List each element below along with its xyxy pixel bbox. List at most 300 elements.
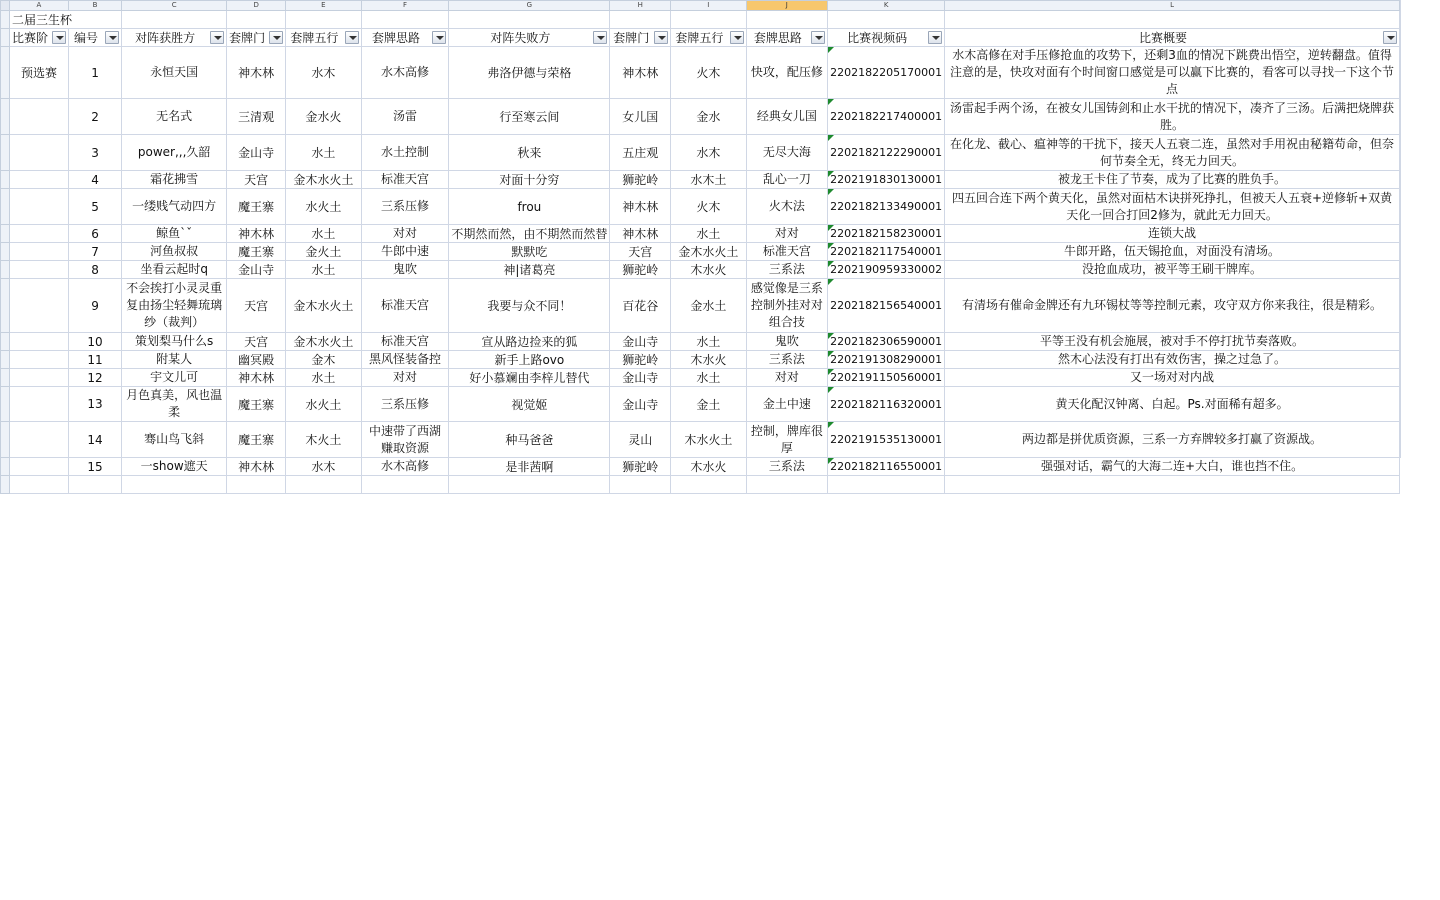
cell-loser-sect[interactable]: 金山寺 [610,333,671,351]
table-row [1,422,1400,458]
cell-loser[interactable]: 行至寒云间 [449,99,610,135]
cell-loser[interactable]: 新手上路ovo [449,351,610,369]
cell-stage[interactable] [9,351,68,369]
cell-summary[interactable]: 然木心法没有打出有效伤害，操之过急了。 [945,351,1400,369]
cell-summary[interactable]: 又一场对对内战 [945,369,1400,387]
filter-dropdown-icon[interactable] [345,31,359,44]
table-row [1,387,1400,422]
table-row [1,99,1400,135]
cell-winner-idea[interactable]: 中速带了西湖赚取资源 [361,422,449,458]
cell-loser-sect[interactable]: 天宫 [610,243,671,261]
cell-video-code[interactable] [828,279,945,333]
cell-winner[interactable]: 骞山鸟飞斜 [122,422,227,458]
table-row [1,261,1400,279]
row-header[interactable] [1,333,10,351]
cell-stage[interactable] [9,135,68,171]
header-label: 套牌门 [613,31,650,45]
cell-winner[interactable]: 坐看云起时q [122,261,227,279]
cell[interactable] [671,476,746,494]
cell-winner-sect[interactable]: 幽冥殿 [227,351,286,369]
error-indicator-icon [828,261,834,267]
cell[interactable] [828,476,945,494]
cell-loser-elements[interactable]: 金木水火土 [671,243,746,261]
cell-loser-sect[interactable]: 狮驼岭 [610,261,671,279]
cell-winner[interactable]: 不会挨打小灵灵重复由扬尘轻舞琉璃纱（裁判） [122,279,227,333]
cell-loser-elements[interactable]: 木水火 [671,458,746,476]
cell-video-code[interactable] [828,99,945,135]
header-stage[interactable] [9,29,68,47]
cell[interactable] [286,476,361,494]
filter-dropdown-icon[interactable] [52,31,66,44]
cell-loser-idea[interactable]: 三系法 [746,261,828,279]
cell-loser-elements[interactable]: 金土 [671,387,746,422]
cell-loser-sect[interactable]: 狮驼岭 [610,351,671,369]
cell-number[interactable]: 1 [68,47,121,99]
row-header[interactable] [1,422,10,458]
select-all-corner[interactable] [1,1,10,11]
cell[interactable] [9,476,68,494]
cell-winner-idea[interactable]: 水木高修 [361,458,449,476]
cell-winner-idea[interactable]: 三系压修 [361,189,449,225]
column-header-k[interactable]: K [828,1,945,11]
cell-loser-idea[interactable]: 感觉像是三系控制外挂对对组合技 [746,279,828,333]
cell-loser-idea[interactable]: 鬼吹 [746,333,828,351]
row-header[interactable] [1,458,10,476]
cell-number[interactable]: 2 [68,99,121,135]
cell-loser-idea[interactable]: 经典女儿国 [746,99,828,135]
cell-loser-idea[interactable]: 对对 [746,369,828,387]
header-label: 比赛阶 [11,31,48,45]
cell-winner[interactable]: 附某人 [122,351,227,369]
cell-video-code[interactable] [828,135,945,171]
header-loser-elements[interactable] [671,29,746,47]
cell-loser[interactable]: 视觉姬 [449,387,610,422]
cell-video-code[interactable] [828,369,945,387]
cell-stage[interactable] [9,261,68,279]
cell-winner-idea[interactable]: 汤雷 [361,99,449,135]
cell-winner[interactable]: 鲸鱼`ˇ [122,225,227,243]
error-indicator-icon [828,225,834,231]
cell-winner-idea[interactable]: 三系压修 [361,387,449,422]
table-row [1,189,1400,225]
cell-number[interactable]: 3 [68,135,121,171]
cell-loser-sect[interactable]: 神木林 [610,189,671,225]
cell-loser-idea[interactable]: 快攻，配压修 [746,47,828,99]
cell-loser[interactable]: 宣从路边捡来的狐 [449,333,610,351]
cell-video-code[interactable] [828,171,945,189]
cell-winner-sect[interactable]: 三清观 [227,99,286,135]
cell-video-code[interactable] [828,333,945,351]
cell-summary[interactable]: 汤雷起手两个汤，在被女儿国铸剑和止水干扰的情况下，凑齐了三汤。后满把烧牌获胜。 [945,99,1400,135]
cell[interactable] [945,11,1400,29]
header-winner-elements[interactable] [286,29,361,47]
sheet-title-cell[interactable]: 二届三生杯 [9,11,121,29]
cell-number[interactable]: 8 [68,261,121,279]
error-indicator-icon [828,387,834,393]
cell-number[interactable]: 6 [68,225,121,243]
cell-video-code[interactable] [828,458,945,476]
cell-loser-elements[interactable]: 木水火土 [671,422,746,458]
video-code-text: 2202182306590001 [830,335,943,348]
cell-loser-idea[interactable]: 三系法 [746,458,828,476]
table-row [1,171,1400,189]
cell-number[interactable]: 9 [68,279,121,333]
cell-winner-idea[interactable]: 水土控制 [361,135,449,171]
table-row [1,458,1400,476]
row-header[interactable] [1,99,10,135]
video-code-text: 2202182156540001 [830,299,943,312]
header-winner-sect[interactable] [227,29,286,47]
cell-winner-sect[interactable]: 神木林 [227,225,286,243]
cell[interactable] [227,11,286,29]
cell-winner-idea[interactable]: 水木高修 [361,47,449,99]
cell-winner-elements[interactable]: 水木 [286,47,361,99]
cell-winner[interactable]: 永恒天国 [122,47,227,99]
row-header[interactable] [1,369,10,387]
cell-loser-sect[interactable]: 神木林 [610,225,671,243]
cell-stage[interactable] [9,243,68,261]
video-code-text: 2202182133490001 [830,200,943,213]
header-label: 套牌思路 [371,31,420,45]
cell-stage[interactable] [9,458,68,476]
cell-loser-sect[interactable]: 百花谷 [610,279,671,333]
cell-stage[interactable] [9,369,68,387]
cell-winner-idea[interactable]: 标准天宫 [361,279,449,333]
cell-winner[interactable]: 一show遮天 [122,458,227,476]
cell-winner-elements[interactable]: 水火土 [286,189,361,225]
cell[interactable] [122,476,227,494]
cell-winner-sect[interactable]: 天宫 [227,171,286,189]
column-letters-row [1,1,1400,11]
cell-number[interactable]: 4 [68,171,121,189]
row-header[interactable] [1,387,10,422]
cell-winner-elements[interactable]: 金水火 [286,99,361,135]
cell-summary[interactable]: 强强对话，霸气的大海二连+大白，谁也挡不住。 [945,458,1400,476]
cell[interactable] [286,11,361,29]
row-header[interactable] [1,47,10,99]
error-indicator-icon [828,333,834,339]
cell[interactable] [828,11,945,29]
cell-winner[interactable]: power,,,久韶 [122,135,227,171]
error-indicator-icon [828,189,834,195]
row-header[interactable] [1,189,10,225]
row-header[interactable] [1,29,10,47]
table-row [1,369,1400,387]
cell-winner-elements[interactable]: 金木水火土 [286,279,361,333]
cell-loser-idea[interactable]: 标准天宫 [746,243,828,261]
cell-loser-elements[interactable]: 木水火 [671,351,746,369]
cell-summary[interactable]: 被龙王卡住了节奏，成为了比赛的胜负手。 [945,171,1400,189]
cell-loser-elements[interactable]: 水木 [671,135,746,171]
cell-stage[interactable] [9,422,68,458]
cell-loser-sect[interactable]: 女儿国 [610,99,671,135]
cell-winner-idea[interactable]: 牛郎中速 [361,243,449,261]
cell[interactable] [68,476,121,494]
cell-number[interactable]: 5 [68,189,121,225]
column-header-j[interactable]: J [746,1,828,11]
row-header[interactable] [1,351,10,369]
column-header-c[interactable]: C [122,1,227,11]
cell-loser-idea[interactable]: 三系法 [746,351,828,369]
cell-winner-sect[interactable]: 魔王寨 [227,387,286,422]
cell-stage[interactable] [9,189,68,225]
cell-loser[interactable]: 默默吃 [449,243,610,261]
cell-loser-elements[interactable]: 水土 [671,333,746,351]
error-indicator-icon [828,171,834,177]
cell-summary[interactable]: 连锁大战 [945,225,1400,243]
cell-loser[interactable]: 种马爸爸 [449,422,610,458]
cell-summary[interactable]: 平等王没有机会施展，被对手不停打扰节奏落败。 [945,333,1400,351]
cell-number[interactable]: 7 [68,243,121,261]
cell-winner-idea[interactable]: 对对 [361,225,449,243]
row-header[interactable] [1,135,10,171]
video-code-text: 2202182205170001 [830,66,943,79]
filter-dropdown-icon[interactable] [210,31,224,44]
header-loser[interactable] [449,29,610,47]
cell-loser-sect[interactable]: 狮驼岭 [610,171,671,189]
column-header-a[interactable]: A [9,1,68,11]
cell-video-code[interactable] [828,243,945,261]
cell-loser-elements[interactable]: 火木 [671,47,746,99]
cell-winner[interactable]: 月色真美，风也温柔 [122,387,227,422]
header-label: 对阵失败方 [490,31,551,45]
cell[interactable] [945,476,1400,494]
title-row [1,11,1400,29]
table-row [1,243,1400,261]
cell-video-code[interactable] [828,189,945,225]
header-label: 套牌门 [229,31,266,45]
cell-winner-sect[interactable]: 金山寺 [227,261,286,279]
cell-winner-elements[interactable]: 水土 [286,261,361,279]
cell-loser-sect[interactable]: 狮驼岭 [610,458,671,476]
video-code-text: 2202182116320001 [830,397,943,411]
cell-loser-idea[interactable]: 对对 [746,225,828,243]
filter-dropdown-icon[interactable] [928,31,942,44]
cell-winner-sect[interactable]: 魔王寨 [227,189,286,225]
filter-dropdown-icon[interactable] [593,31,607,44]
cell-number[interactable]: 15 [68,458,121,476]
video-code-text: 2202191535130001 [830,433,943,446]
cell-winner-sect[interactable]: 金山寺 [227,135,286,171]
cell-loser-idea[interactable]: 控制，牌库很厚 [746,422,828,458]
cell[interactable] [746,11,828,29]
cell-number[interactable]: 12 [68,369,121,387]
cell-summary[interactable]: 水木高修在对手压修抢血的攻势下，还剩3血的情况下跳费出悟空，逆转翻盘。值得注意的是，快攻对面有个时间窗口感觉是可以赢下比赛的，看客可以寻找一下这个节点 [945,47,1400,99]
cell-video-code[interactable] [828,261,945,279]
filter-dropdown-icon[interactable] [811,31,825,44]
column-header-l[interactable]: L [945,1,1400,11]
header-winner[interactable] [122,29,227,47]
header-summary[interactable] [945,29,1400,47]
error-indicator-icon [828,369,834,375]
cell-loser-elements[interactable]: 水木土 [671,171,746,189]
cell-number[interactable]: 13 [68,387,121,422]
cell-summary[interactable]: 四五回合连下两个黄天化，虽然对面枯木诀拼死挣扎，但被天人五衰+逆修斩+双黄天化一回合打回2修为，就此无力回天。 [945,189,1400,225]
cell-loser[interactable]: 好小慕斓由李梓儿替代 [449,369,610,387]
cell-winner[interactable]: 宇文儿可 [122,369,227,387]
cell-loser-sect[interactable]: 金山寺 [610,369,671,387]
cell-winner-idea[interactable]: 对对 [361,369,449,387]
cell[interactable] [361,11,449,29]
cell-loser-sect[interactable]: 灵山 [610,422,671,458]
cell-number[interactable]: 11 [68,351,121,369]
column-header-g[interactable]: G [449,1,610,11]
cell-video-code[interactable] [828,387,945,422]
column-header-e[interactable]: E [286,1,361,11]
error-indicator-icon [828,99,834,105]
filter-dropdown-icon[interactable] [1383,31,1397,44]
cell-winner-sect[interactable]: 天宫 [227,279,286,333]
cell-winner-sect[interactable]: 魔王寨 [227,243,286,261]
cell-number[interactable]: 14 [68,422,121,458]
cell-video-code[interactable] [828,47,945,99]
cell-loser-idea[interactable]: 金土中速 [746,387,828,422]
cell[interactable] [449,11,610,29]
cell-winner-idea[interactable]: 标准天宫 [361,171,449,189]
cell-winner-sect[interactable]: 神木林 [227,47,286,99]
cell-stage[interactable] [9,279,68,333]
filter-dropdown-icon[interactable] [105,31,119,44]
column-header-f[interactable]: F [361,1,449,11]
header-label: 套牌五行 [675,31,724,45]
cell-loser[interactable]: frou [449,189,610,225]
cell-loser-elements[interactable]: 金水土 [671,279,746,333]
cell-winner-elements[interactable]: 金火土 [286,243,361,261]
header-number[interactable] [68,29,121,47]
cell-summary[interactable]: 在化龙、截心、瘟神等的干扰下，接天人五衰二连，虽然对手用祝由秘籍苟命，但奈何节奏全无，终无力回天。 [945,135,1400,171]
cell[interactable] [610,476,671,494]
cell-winner-idea[interactable]: 鬼吹 [361,261,449,279]
cell-winner-sect[interactable]: 神木林 [227,458,286,476]
filter-dropdown-icon[interactable] [432,31,446,44]
error-indicator-icon [828,351,834,357]
cell-winner[interactable]: 无名式 [122,99,227,135]
cell-winner-elements[interactable]: 水火土 [286,387,361,422]
row-header[interactable] [1,243,10,261]
cell-winner[interactable]: 一缕贱气动四方 [122,189,227,225]
cell-loser[interactable]: 神|诸葛亮 [449,261,610,279]
cell-winner-elements[interactable]: 木火土 [286,422,361,458]
cell-winner-elements[interactable]: 水土 [286,135,361,171]
column-header-i[interactable]: I [671,1,746,11]
cell-winner-sect[interactable]: 魔王寨 [227,422,286,458]
row-header[interactable] [1,225,10,243]
cell-winner-elements[interactable]: 水土 [286,369,361,387]
row-header[interactable] [1,279,10,333]
cell-stage[interactable] [9,171,68,189]
filter-dropdown-icon[interactable] [654,31,668,44]
cell-winner-elements[interactable]: 金木 [286,351,361,369]
cell-winner-elements[interactable]: 水木 [286,458,361,476]
cell-loser-elements[interactable]: 金水 [671,99,746,135]
cell-summary[interactable]: 没抢血成功，被平等王刷干牌库。 [945,261,1400,279]
cell-summary[interactable]: 黄天化配汉钟离、白起。Ps.对面稀有超多。 [945,387,1400,422]
video-code-text: 2202191150560001 [830,371,943,384]
cell-stage[interactable] [9,99,68,135]
cell-winner-idea[interactable]: 标准天宫 [361,333,449,351]
cell[interactable] [361,476,449,494]
cell-loser[interactable]: 我要与众不同！ [449,279,610,333]
column-header-d[interactable]: D [227,1,286,11]
table-row [1,135,1400,171]
cell-loser-idea[interactable]: 火木法 [746,189,828,225]
cell-loser-sect[interactable]: 五庄观 [610,135,671,171]
cell-winner[interactable]: 霜花拂雪 [122,171,227,189]
cell-loser[interactable]: 秋来 [449,135,610,171]
video-code-text: 2202191308290001 [830,353,943,366]
cell-loser-elements[interactable]: 火木 [671,189,746,225]
cell[interactable] [122,11,227,29]
cell-video-code[interactable] [828,225,945,243]
cell-stage[interactable]: 预选赛 [9,47,68,99]
cell[interactable] [671,11,746,29]
cell-summary[interactable]: 有清场有催命金牌还有九环锡杖等等控制元素，攻守双方你来我往，很是精彩。 [945,279,1400,333]
video-code-text: 2202182116550001 [830,460,943,473]
row-header[interactable] [1,11,10,29]
cell-loser-elements[interactable]: 水土 [671,225,746,243]
cell-loser-elements[interactable]: 木水火 [671,261,746,279]
cell-summary[interactable]: 两边都是拼优质资源，三系一方弃牌较多打赢了资源战。 [945,422,1400,458]
row-header[interactable] [1,171,10,189]
cell-winner-elements[interactable]: 金木水火土 [286,333,361,351]
cell-loser-idea[interactable]: 乱心一刀 [746,171,828,189]
cell-winner-elements[interactable]: 水土 [286,225,361,243]
table-row [1,333,1400,351]
cell-loser-sect[interactable]: 金山寺 [610,387,671,422]
cell-loser[interactable]: 弗洛伊德与荣格 [449,47,610,99]
cell-loser-sect[interactable]: 神木林 [610,47,671,99]
video-code-text: 2202182217400001 [830,110,943,123]
cell-winner-idea[interactable]: 黑风怪装备控 [361,351,449,369]
header-loser-sect[interactable] [610,29,671,47]
cell-video-code[interactable] [828,351,945,369]
cell-loser-idea[interactable]: 无尽大海 [746,135,828,171]
column-header-h[interactable]: H [610,1,671,11]
cell-loser-elements[interactable]: 水土 [671,369,746,387]
cell-winner-elements[interactable]: 金木水火土 [286,171,361,189]
error-indicator-icon [828,279,834,285]
cell-loser[interactable]: 对面十分穷 [449,171,610,189]
header-winner-idea[interactable] [361,29,449,47]
filter-dropdown-icon[interactable] [730,31,744,44]
cell[interactable] [746,476,828,494]
cell-winner-sect[interactable]: 天宫 [227,333,286,351]
cell-winner-sect[interactable]: 神木林 [227,369,286,387]
cell-loser[interactable]: 是非茜啊 [449,458,610,476]
cell[interactable] [227,476,286,494]
table-row [1,225,1400,243]
row-header[interactable] [1,261,10,279]
header-loser-idea[interactable] [746,29,828,47]
cell-loser[interactable]: 不期然而然，由不期然而然替 [449,225,610,243]
row-header[interactable] [1,476,10,494]
cell[interactable] [449,476,610,494]
filter-dropdown-icon[interactable] [269,31,283,44]
cell[interactable] [610,11,671,29]
cell-summary[interactable]: 牛郎开路，伍天锡抢血，对面没有清场。 [945,243,1400,261]
video-code-text: 2202182158230001 [830,227,943,240]
header-video-code[interactable] [828,29,945,47]
cell-winner[interactable]: 策划梨马什么s [122,333,227,351]
cell-video-code[interactable] [828,422,945,458]
cell-stage[interactable] [9,387,68,422]
column-header-b[interactable]: B [68,1,121,11]
cell-number[interactable]: 10 [68,333,121,351]
header-label: 对阵获胜方 [135,31,196,45]
cell-stage[interactable] [9,333,68,351]
cell-stage[interactable] [9,225,68,243]
cell-winner[interactable]: 河鱼叔叔 [122,243,227,261]
